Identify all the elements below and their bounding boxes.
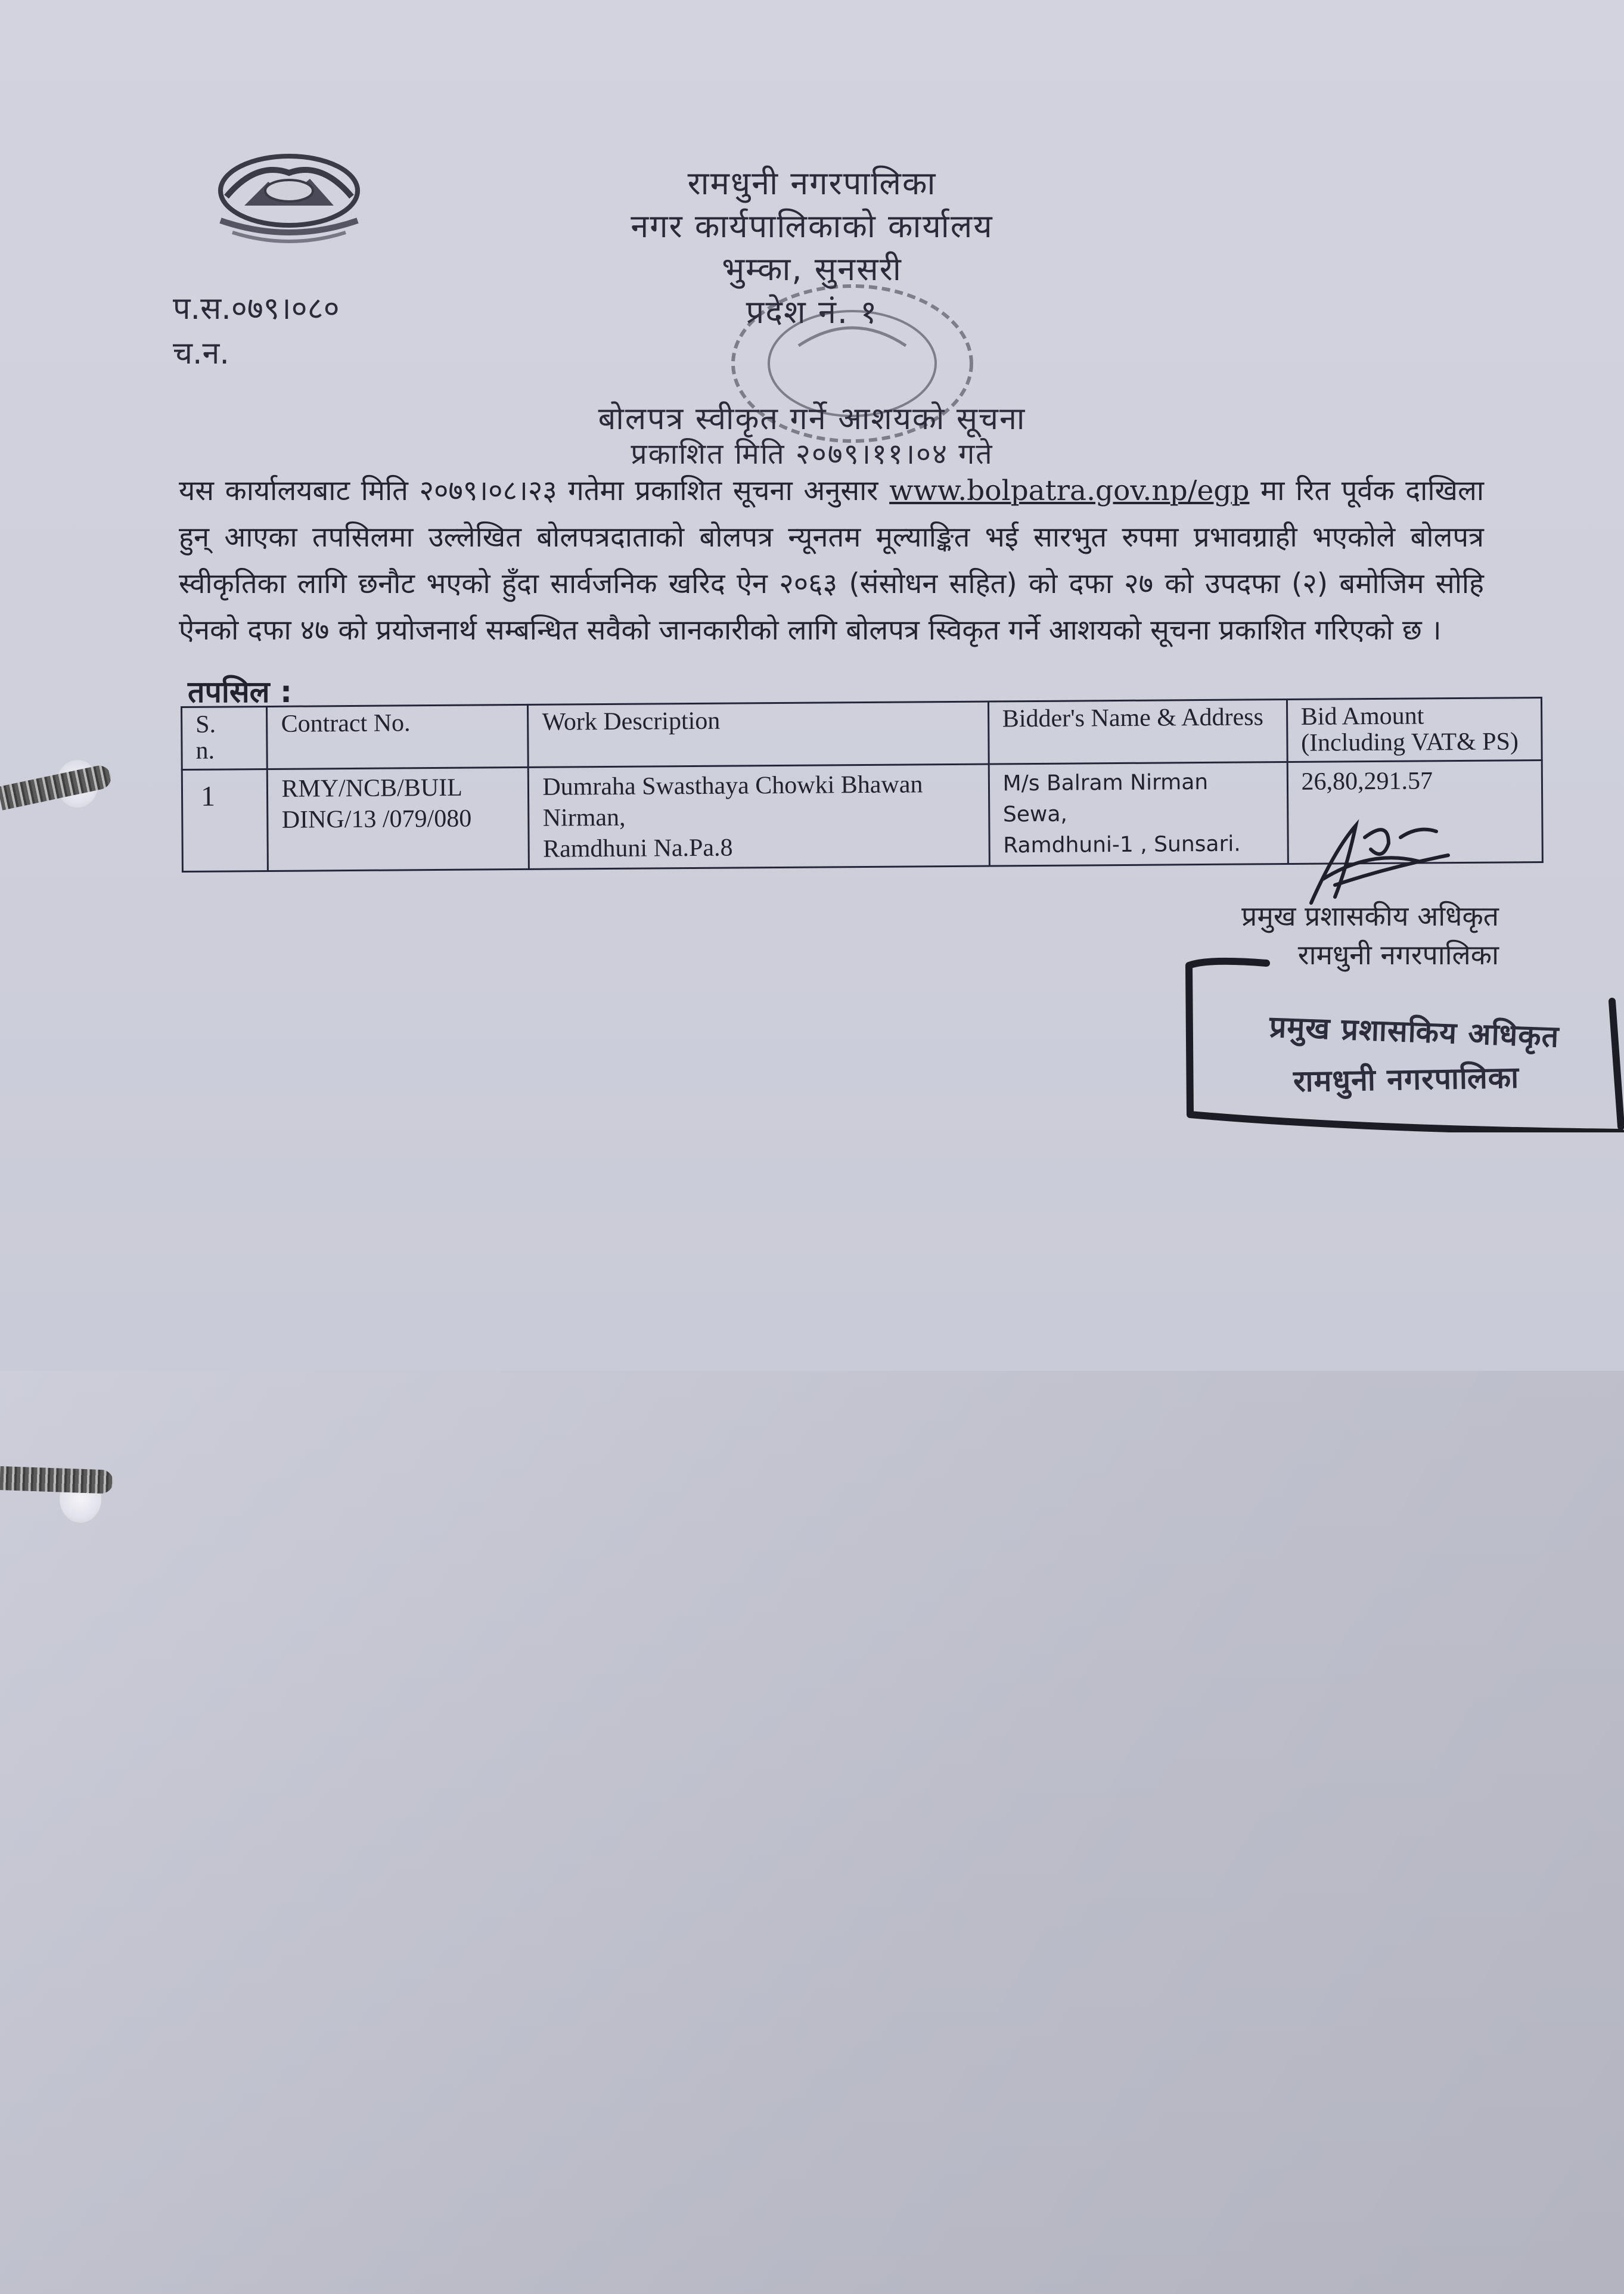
signatory-designation: प्रमुख प्रशासकीय अधिकृत (1241, 900, 1499, 932)
notice-body (179, 468, 1484, 654)
cell-work-description (529, 764, 989, 869)
paper-fold-shadow (0, 1371, 1624, 2294)
bidder-line1: M/s Balram Nirman Sewa, (1002, 769, 1209, 827)
office-location: भुम्का, सुनसरी (722, 250, 902, 288)
stamp-line-designation: प्रमुख प्रशासकिय अधिकृत (1269, 1009, 1560, 1054)
cell-sn: 1 (182, 769, 268, 871)
header-bid-amount-line2: (Including VAT& PS) (1300, 728, 1519, 757)
bidder-line2: Ramdhuni-1 , Sunsari. (1003, 831, 1241, 858)
header-bidder: Bidder's Name & Address (988, 700, 1287, 764)
body-text-start: यस कार्यालयबाट मिति २०७९।०८।२३ गतेमा प्रकाशित सूचना अनुसार (179, 474, 890, 507)
header-sn-line2: n. (195, 737, 215, 765)
cell-contract-no (268, 767, 529, 871)
dispatch-number: च.न. (173, 336, 229, 371)
contract-line2: DING/13 /079/080 (281, 805, 472, 834)
body-text-end: मा रित पूर्वक दाखिला हुन् आएका तपसिलमा उल्लेखित बोलपत्रदाताको बोलपत्र न्यूनतम मूल्याङ्कित भई सारभुत रुपमा प्रभावग्राही भएकोले बोलपत्र स्वीकृतिका लागि छनौट भएको हुँदा सार्वजनिक खरिद ऐन २०६३ (संसोधन सहित) को दफा २७ को उपदफा (२) बमोजिम सोहि ऐनको दफा ४७ को प्रयोजनार्थ सम्बन्धित सवैको जानकारीको लागि बोलपत्र स्विकृत गर्ने आशयको सूचना प्रकाशित गरिएको छ । (179, 474, 1485, 647)
publish-date: प्रकाशित मिति २०७९।११।०४ गते (631, 437, 993, 471)
cell-bidder (989, 762, 1288, 866)
notice-title: बोलपत्र स्वीकृत गर्ने आशयको सूचना (598, 401, 1026, 437)
signatory-office: रामधुनी नगरपालिका (1297, 939, 1499, 971)
municipality-name: रामधुनी नगरपालिका (687, 164, 937, 202)
details-label: तपसिल : (188, 675, 292, 709)
header-bid-amount (1287, 698, 1542, 762)
reference-number: प.स.०७९।०८० (173, 291, 340, 327)
work-line1: Dumraha Swasthaya Chowki Bhawan Nirman, (542, 771, 923, 832)
work-line2: Ramdhuni Na.Pa.8 (542, 834, 733, 863)
cell-bid-amount: 26,80,291.57 (1287, 760, 1543, 864)
bolpatra-link[interactable]: www.bolpatra.gov.np/egp (889, 474, 1250, 507)
office-name: नगर कार्यपालिकाको कार्यालय (631, 207, 993, 245)
table-header-row (182, 698, 1542, 770)
stamp-line-office: रामधुनी नगरपालिका (1293, 1060, 1520, 1099)
contract-line1: RMY/NCB/BUIL (281, 774, 462, 803)
header-bid-amount-line1: Bid Amount (1300, 702, 1424, 731)
province-name: प्रदेश नं. १ (746, 293, 878, 331)
binder-spring-bottom (0, 1466, 114, 1494)
header-work-description: Work Description (528, 701, 989, 767)
header-contract-no: Contract No. (267, 704, 529, 769)
header-sn-line1: S. (195, 710, 216, 738)
header-sn (182, 706, 268, 769)
